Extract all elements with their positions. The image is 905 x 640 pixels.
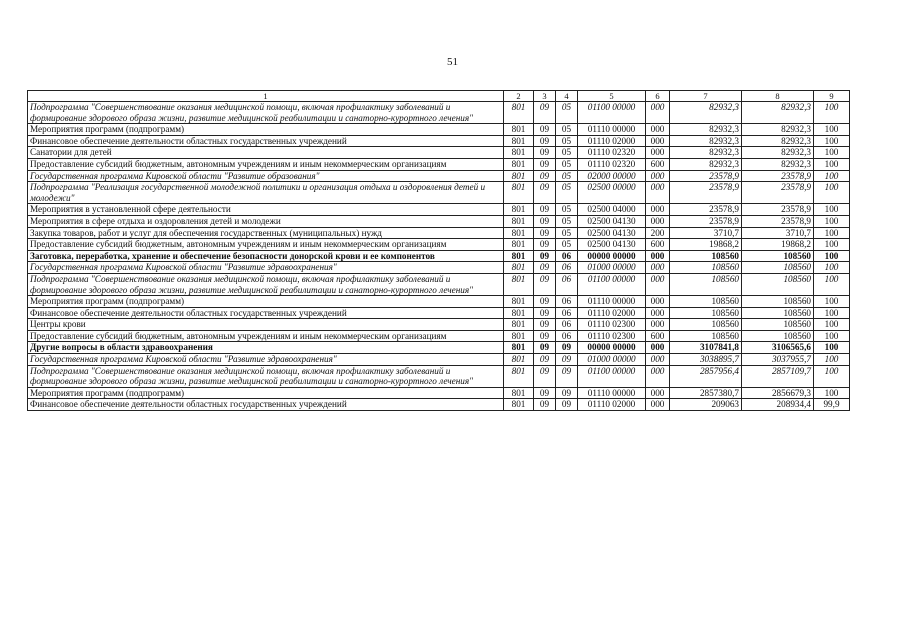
- section-code-cell: 09: [534, 296, 556, 308]
- executed-amount-cell: 108560: [742, 273, 814, 295]
- executed-amount-cell: 108560: [742, 262, 814, 274]
- target-article-cell: 01000 00000: [578, 354, 646, 366]
- target-article-cell: 01110 02000: [578, 135, 646, 147]
- planned-amount-cell: 108560: [670, 296, 742, 308]
- executed-amount-cell: 2857109,7: [742, 365, 814, 387]
- subsection-code-cell: 09: [556, 365, 578, 387]
- section-code-cell: 09: [534, 124, 556, 136]
- executed-amount-cell: 23578,9: [742, 170, 814, 182]
- percent-cell: 100: [814, 135, 850, 147]
- target-article-cell: 02500 04130: [578, 227, 646, 239]
- table-row: [28, 342, 850, 354]
- planned-amount-cell: 108560: [670, 319, 742, 331]
- percent-cell: 100: [814, 239, 850, 251]
- row-name-cell: Мероприятия в сфере отдыха и оздоровления детей и молодежи: [28, 215, 504, 227]
- table-row: [28, 227, 850, 239]
- expense-type-cell: 000: [646, 170, 670, 182]
- section-code-cell: 09: [534, 354, 556, 366]
- row-name-cell: Мероприятия в установленной сфере деятельности: [28, 204, 504, 216]
- ministry-code-cell: 801: [504, 227, 534, 239]
- ministry-code-cell: 801: [504, 319, 534, 331]
- section-code-cell: 09: [534, 365, 556, 387]
- row-name-cell: Финансовое обеспечение деятельности областных государственных учреждений: [28, 135, 504, 147]
- executed-amount-cell: 108560: [742, 319, 814, 331]
- section-code-cell: 09: [534, 135, 556, 147]
- planned-amount-cell: 2857956,4: [670, 365, 742, 387]
- percent-cell: 100: [814, 342, 850, 354]
- planned-amount-cell: 82932,3: [670, 147, 742, 159]
- row-name-cell: Другие вопросы в области здравоохранения: [28, 342, 504, 354]
- subsection-code-cell: 05: [556, 135, 578, 147]
- planned-amount-cell: 108560: [670, 250, 742, 262]
- table-row: [28, 102, 850, 124]
- executed-amount-cell: 3710,7: [742, 227, 814, 239]
- target-article-cell: 02500 04000: [578, 204, 646, 216]
- column-header: 5: [578, 91, 646, 102]
- row-name-cell: Подпрограмма "Совершенствование оказания медицинской помощи, включая профилактику заболеваний и формирование здорового образа жизни, развитие медицинской реабилитации и санаторно-курортного лечения": [28, 102, 504, 124]
- table-row: [28, 387, 850, 399]
- planned-amount-cell: 209063: [670, 399, 742, 411]
- target-article-cell: 01110 00000: [578, 296, 646, 308]
- expense-type-cell: 000: [646, 262, 670, 274]
- expense-type-cell: 000: [646, 215, 670, 227]
- percent-cell: 100: [814, 158, 850, 170]
- expense-type-cell: 000: [646, 365, 670, 387]
- subsection-code-cell: 06: [556, 250, 578, 262]
- percent-cell: 99,9: [814, 399, 850, 411]
- row-name-cell: Предоставление субсидий бюджетным, автономным учреждениям и иным некоммерческим организациям: [28, 239, 504, 251]
- percent-cell: 100: [814, 319, 850, 331]
- percent-cell: 100: [814, 296, 850, 308]
- executed-amount-cell: 23578,9: [742, 182, 814, 204]
- executed-amount-cell: 23578,9: [742, 215, 814, 227]
- percent-cell: 100: [814, 262, 850, 274]
- table-row: [28, 307, 850, 319]
- expense-type-cell: 600: [646, 158, 670, 170]
- expense-type-cell: 000: [646, 273, 670, 295]
- target-article-cell: 01110 00000: [578, 124, 646, 136]
- ministry-code-cell: 801: [504, 365, 534, 387]
- subsection-code-cell: 05: [556, 124, 578, 136]
- row-name-cell: Государственная программа Кировской области "Развитие здравоохранения": [28, 262, 504, 274]
- expense-type-cell: 000: [646, 250, 670, 262]
- executed-amount-cell: 108560: [742, 250, 814, 262]
- section-code-cell: 09: [534, 387, 556, 399]
- table-row: [28, 273, 850, 295]
- planned-amount-cell: 82932,3: [670, 158, 742, 170]
- row-name-cell: Финансовое обеспечение деятельности областных государственных учреждений: [28, 399, 504, 411]
- expense-type-cell: 000: [646, 399, 670, 411]
- target-article-cell: 01100 00000: [578, 273, 646, 295]
- executed-amount-cell: 82932,3: [742, 158, 814, 170]
- budget-table: [27, 90, 850, 411]
- subsection-code-cell: 09: [556, 354, 578, 366]
- planned-amount-cell: 82932,3: [670, 102, 742, 124]
- target-article-cell: 01110 02300: [578, 319, 646, 331]
- ministry-code-cell: 801: [504, 147, 534, 159]
- planned-amount-cell: 3710,7: [670, 227, 742, 239]
- planned-amount-cell: 3038895,7: [670, 354, 742, 366]
- section-code-cell: 09: [534, 262, 556, 274]
- subsection-code-cell: 05: [556, 227, 578, 239]
- table-row: [28, 354, 850, 366]
- subsection-code-cell: 05: [556, 182, 578, 204]
- column-header: 9: [814, 91, 850, 102]
- executed-amount-cell: 108560: [742, 307, 814, 319]
- percent-cell: 100: [814, 204, 850, 216]
- target-article-cell: 01110 02000: [578, 399, 646, 411]
- ministry-code-cell: 801: [504, 354, 534, 366]
- executed-amount-cell: 3037955,7: [742, 354, 814, 366]
- executed-amount-cell: 19868,2: [742, 239, 814, 251]
- planned-amount-cell: 3107841,8: [670, 342, 742, 354]
- table-row: [28, 158, 850, 170]
- expense-type-cell: 000: [646, 182, 670, 204]
- section-code-cell: 09: [534, 342, 556, 354]
- percent-cell: 100: [814, 147, 850, 159]
- percent-cell: 100: [814, 102, 850, 124]
- target-article-cell: 01110 02320: [578, 147, 646, 159]
- subsection-code-cell: 06: [556, 273, 578, 295]
- ministry-code-cell: 801: [504, 250, 534, 262]
- ministry-code-cell: 801: [504, 124, 534, 136]
- row-name-cell: Заготовка, переработка, хранение и обеспечение безопасности донорской крови и ее компонентов: [28, 250, 504, 262]
- planned-amount-cell: 23578,9: [670, 215, 742, 227]
- subsection-code-cell: 09: [556, 399, 578, 411]
- table-row: [28, 250, 850, 262]
- planned-amount-cell: 108560: [670, 307, 742, 319]
- planned-amount-cell: 19868,2: [670, 239, 742, 251]
- expense-type-cell: 600: [646, 330, 670, 342]
- ministry-code-cell: 801: [504, 296, 534, 308]
- ministry-code-cell: 801: [504, 158, 534, 170]
- target-article-cell: 02000 00000: [578, 170, 646, 182]
- row-name-cell: Государственная программа Кировской области "Развитие образования": [28, 170, 504, 182]
- executed-amount-cell: 82932,3: [742, 147, 814, 159]
- executed-amount-cell: 3106565,6: [742, 342, 814, 354]
- expense-type-cell: 000: [646, 296, 670, 308]
- planned-amount-cell: 23578,9: [670, 182, 742, 204]
- percent-cell: 100: [814, 354, 850, 366]
- row-name-cell: Подпрограмма "Совершенствование оказания медицинской помощи, включая профилактику заболеваний и формирование здорового образа жизни, развитие медицинской реабилитации и санаторно-курортного лечения": [28, 273, 504, 295]
- subsection-code-cell: 05: [556, 102, 578, 124]
- table-row: [28, 170, 850, 182]
- section-code-cell: 09: [534, 399, 556, 411]
- expense-type-cell: 000: [646, 307, 670, 319]
- subsection-code-cell: 09: [556, 387, 578, 399]
- expense-type-cell: 000: [646, 124, 670, 136]
- section-code-cell: 09: [534, 307, 556, 319]
- target-article-cell: 02500 00000: [578, 182, 646, 204]
- target-article-cell: 01110 02320: [578, 158, 646, 170]
- table-row: [28, 296, 850, 308]
- expense-type-cell: 000: [646, 387, 670, 399]
- subsection-code-cell: 06: [556, 262, 578, 274]
- table-row: [28, 262, 850, 274]
- subsection-code-cell: 05: [556, 215, 578, 227]
- row-name-cell: Предоставление субсидий бюджетным, автономным учреждениям и иным некоммерческим организациям: [28, 330, 504, 342]
- planned-amount-cell: 23578,9: [670, 170, 742, 182]
- target-article-cell: 02500 04130: [578, 239, 646, 251]
- planned-amount-cell: 108560: [670, 262, 742, 274]
- section-code-cell: 09: [534, 250, 556, 262]
- expense-type-cell: 000: [646, 342, 670, 354]
- ministry-code-cell: 801: [504, 307, 534, 319]
- target-article-cell: 00000 00000: [578, 342, 646, 354]
- percent-cell: 100: [814, 273, 850, 295]
- section-code-cell: 09: [534, 330, 556, 342]
- planned-amount-cell: 82932,3: [670, 124, 742, 136]
- page-number: 51: [447, 56, 458, 68]
- table-row: [28, 215, 850, 227]
- executed-amount-cell: 82932,3: [742, 124, 814, 136]
- column-header: 3: [534, 91, 556, 102]
- ministry-code-cell: 801: [504, 330, 534, 342]
- header-row: [28, 91, 850, 102]
- row-name-cell: Санатории для детей: [28, 147, 504, 159]
- target-article-cell: 01110 00000: [578, 387, 646, 399]
- subsection-code-cell: 05: [556, 239, 578, 251]
- column-header: 2: [504, 91, 534, 102]
- target-article-cell: 01000 00000: [578, 262, 646, 274]
- percent-cell: 100: [814, 250, 850, 262]
- row-name-cell: Финансовое обеспечение деятельности областных государственных учреждений: [28, 307, 504, 319]
- section-code-cell: 09: [534, 273, 556, 295]
- section-code-cell: 09: [534, 239, 556, 251]
- target-article-cell: 00000 00000: [578, 250, 646, 262]
- row-name-cell: Мероприятия программ (подпрограмм): [28, 124, 504, 136]
- row-name-cell: Подпрограмма "Реализация государственной молодежной политики и организация отдыха и оздоровления детей и молодежи": [28, 182, 504, 204]
- ministry-code-cell: 801: [504, 273, 534, 295]
- ministry-code-cell: 801: [504, 239, 534, 251]
- table-row: [28, 239, 850, 251]
- expense-type-cell: 200: [646, 227, 670, 239]
- ministry-code-cell: 801: [504, 170, 534, 182]
- ministry-code-cell: 801: [504, 387, 534, 399]
- column-header: 8: [742, 91, 814, 102]
- subsection-code-cell: 06: [556, 319, 578, 331]
- percent-cell: 100: [814, 330, 850, 342]
- section-code-cell: 09: [534, 319, 556, 331]
- subsection-code-cell: 06: [556, 296, 578, 308]
- executed-amount-cell: 23578,9: [742, 204, 814, 216]
- percent-cell: 100: [814, 365, 850, 387]
- target-article-cell: 01100 00000: [578, 102, 646, 124]
- target-article-cell: 01110 02300: [578, 330, 646, 342]
- expense-type-cell: 000: [646, 135, 670, 147]
- column-header: 6: [646, 91, 670, 102]
- section-code-cell: 09: [534, 102, 556, 124]
- column-header: 7: [670, 91, 742, 102]
- row-name-cell: Государственная программа Кировской области "Развитие здравоохранения": [28, 354, 504, 366]
- percent-cell: 100: [814, 227, 850, 239]
- expense-type-cell: 000: [646, 204, 670, 216]
- expense-type-cell: 000: [646, 102, 670, 124]
- section-code-cell: 09: [534, 170, 556, 182]
- subsection-code-cell: 06: [556, 330, 578, 342]
- ministry-code-cell: 801: [504, 342, 534, 354]
- table-body: [28, 102, 850, 411]
- subsection-code-cell: 05: [556, 170, 578, 182]
- target-article-cell: 01100 00000: [578, 365, 646, 387]
- planned-amount-cell: 23578,9: [670, 204, 742, 216]
- subsection-code-cell: 05: [556, 158, 578, 170]
- ministry-code-cell: 801: [504, 399, 534, 411]
- executed-amount-cell: 82932,3: [742, 102, 814, 124]
- row-name-cell: Мероприятия программ (подпрограмм): [28, 387, 504, 399]
- percent-cell: 100: [814, 124, 850, 136]
- ministry-code-cell: 801: [504, 182, 534, 204]
- executed-amount-cell: 82932,3: [742, 135, 814, 147]
- subsection-code-cell: 05: [556, 147, 578, 159]
- subsection-code-cell: 05: [556, 204, 578, 216]
- section-code-cell: 09: [534, 204, 556, 216]
- expense-type-cell: 000: [646, 354, 670, 366]
- executed-amount-cell: 108560: [742, 330, 814, 342]
- executed-amount-cell: 2856679,3: [742, 387, 814, 399]
- planned-amount-cell: 108560: [670, 273, 742, 295]
- table-row: [28, 204, 850, 216]
- percent-cell: 100: [814, 307, 850, 319]
- section-code-cell: 09: [534, 158, 556, 170]
- planned-amount-cell: 82932,3: [670, 135, 742, 147]
- percent-cell: 100: [814, 387, 850, 399]
- subsection-code-cell: 09: [556, 342, 578, 354]
- expense-type-cell: 000: [646, 319, 670, 331]
- percent-cell: 100: [814, 170, 850, 182]
- ministry-code-cell: 801: [504, 135, 534, 147]
- section-code-cell: 09: [534, 215, 556, 227]
- row-name-cell: Мероприятия программ (подпрограмм): [28, 296, 504, 308]
- ministry-code-cell: 801: [504, 204, 534, 216]
- percent-cell: 100: [814, 182, 850, 204]
- table-row: [28, 365, 850, 387]
- table-row: [28, 330, 850, 342]
- percent-cell: 100: [814, 215, 850, 227]
- section-code-cell: 09: [534, 182, 556, 204]
- executed-amount-cell: 208934,4: [742, 399, 814, 411]
- table-row: [28, 319, 850, 331]
- section-code-cell: 09: [534, 147, 556, 159]
- planned-amount-cell: 108560: [670, 330, 742, 342]
- table-row: [28, 135, 850, 147]
- row-name-cell: Предоставление субсидий бюджетным, автономным учреждениям и иным некоммерческим организациям: [28, 158, 504, 170]
- column-header: 1: [28, 91, 504, 102]
- expense-type-cell: 600: [646, 239, 670, 251]
- table-row: [28, 124, 850, 136]
- subsection-code-cell: 06: [556, 307, 578, 319]
- section-code-cell: 09: [534, 227, 556, 239]
- table-row: [28, 399, 850, 411]
- target-article-cell: 01110 02000: [578, 307, 646, 319]
- ministry-code-cell: 801: [504, 215, 534, 227]
- column-header: 4: [556, 91, 578, 102]
- row-name-cell: Подпрограмма "Совершенствование оказания медицинской помощи, включая профилактику заболеваний и формирование здорового образа жизни, развитие медицинской реабилитации и санаторно-курортного лечения": [28, 365, 504, 387]
- table-row: [28, 182, 850, 204]
- expense-type-cell: 000: [646, 147, 670, 159]
- target-article-cell: 02500 04130: [578, 215, 646, 227]
- executed-amount-cell: 108560: [742, 296, 814, 308]
- table-row: [28, 147, 850, 159]
- ministry-code-cell: 801: [504, 262, 534, 274]
- row-name-cell: Центры крови: [28, 319, 504, 331]
- ministry-code-cell: 801: [504, 102, 534, 124]
- row-name-cell: Закупка товаров, работ и услуг для обеспечения государственных (муниципальных) нужд: [28, 227, 504, 239]
- planned-amount-cell: 2857380,7: [670, 387, 742, 399]
